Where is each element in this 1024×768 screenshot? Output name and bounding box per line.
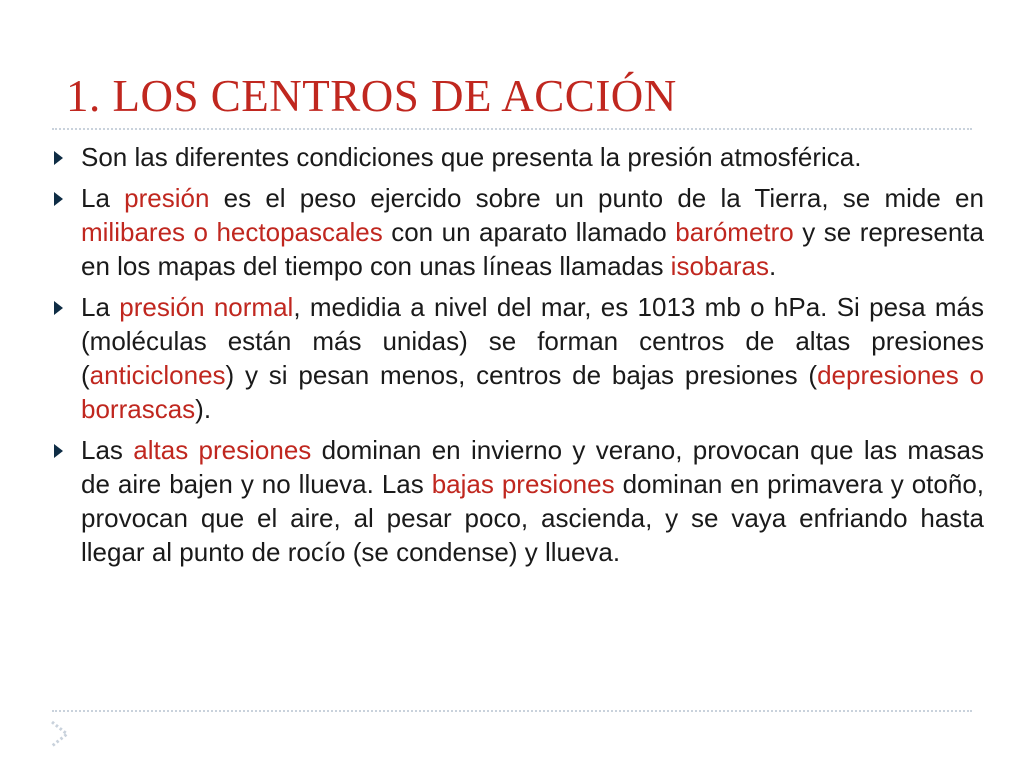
text-run: La: [81, 183, 125, 213]
footer-chevron-icon: [49, 719, 71, 749]
bullet-text: [81, 292, 984, 424]
bullet-text: [81, 435, 984, 567]
triangle-right-icon: [54, 151, 63, 165]
text-run: ) y si pesan menos, centros de bajas presiones (: [225, 360, 818, 390]
title-divider: [52, 128, 972, 130]
text-run: dominan en primavera y otoño, provocan que el aire, al pesar poco, ascienda, y se vaya enfriando hasta llegar al punto de rocío (se condense) y llueva.: [81, 469, 985, 567]
highlighted-term: bajas presiones: [431, 469, 615, 499]
bullet-text: [81, 142, 861, 172]
text-run: La: [81, 292, 120, 322]
text-run: .: [768, 251, 777, 281]
highlighted-term: isobaras: [670, 251, 769, 281]
bullet-item: [52, 433, 984, 569]
triangle-right-icon: [54, 444, 63, 458]
highlighted-term: anticiclones: [89, 360, 226, 390]
highlighted-term: barómetro: [675, 217, 794, 247]
highlighted-term: presión: [124, 183, 210, 213]
text-run: y se representa en los mapas del tiempo con unas líneas llamadas: [81, 217, 984, 281]
bullet-text: [81, 183, 984, 281]
bullet-list: [52, 140, 984, 576]
slide-title: 1. LOS CENTROS DE ACCIÓN: [66, 71, 677, 121]
text-run: dominan en invierno y verano, provocan que las masas de aire bajen y no llueva. Las: [81, 435, 985, 499]
triangle-right-icon: [54, 301, 63, 315]
triangle-right-icon: [54, 192, 63, 206]
text-run: es el peso ejercido sobre un punto de la Tierra, se mide en: [209, 183, 984, 213]
bullet-item: [52, 140, 984, 174]
bullet-item: [52, 290, 984, 426]
text-run: , medidia a nivel del mar, es 1013 mb o hPa. Si pesa más (moléculas están más unidas) se forman centros de altas presiones (: [81, 292, 984, 390]
text-run: Son las diferentes condiciones que presenta la presión atmosférica.: [81, 142, 862, 172]
highlighted-term: milibares o hectopascales: [81, 217, 383, 247]
text-run: con un aparato llamado: [382, 217, 676, 247]
text-run: ).: [195, 394, 212, 424]
bullet-item: [52, 181, 984, 283]
highlighted-term: presión normal: [119, 292, 294, 322]
highlighted-term: altas presiones: [133, 435, 312, 465]
text-run: Las: [81, 435, 134, 465]
footer-divider: [52, 710, 972, 712]
highlighted-term: depresiones o borrascas: [81, 360, 985, 424]
